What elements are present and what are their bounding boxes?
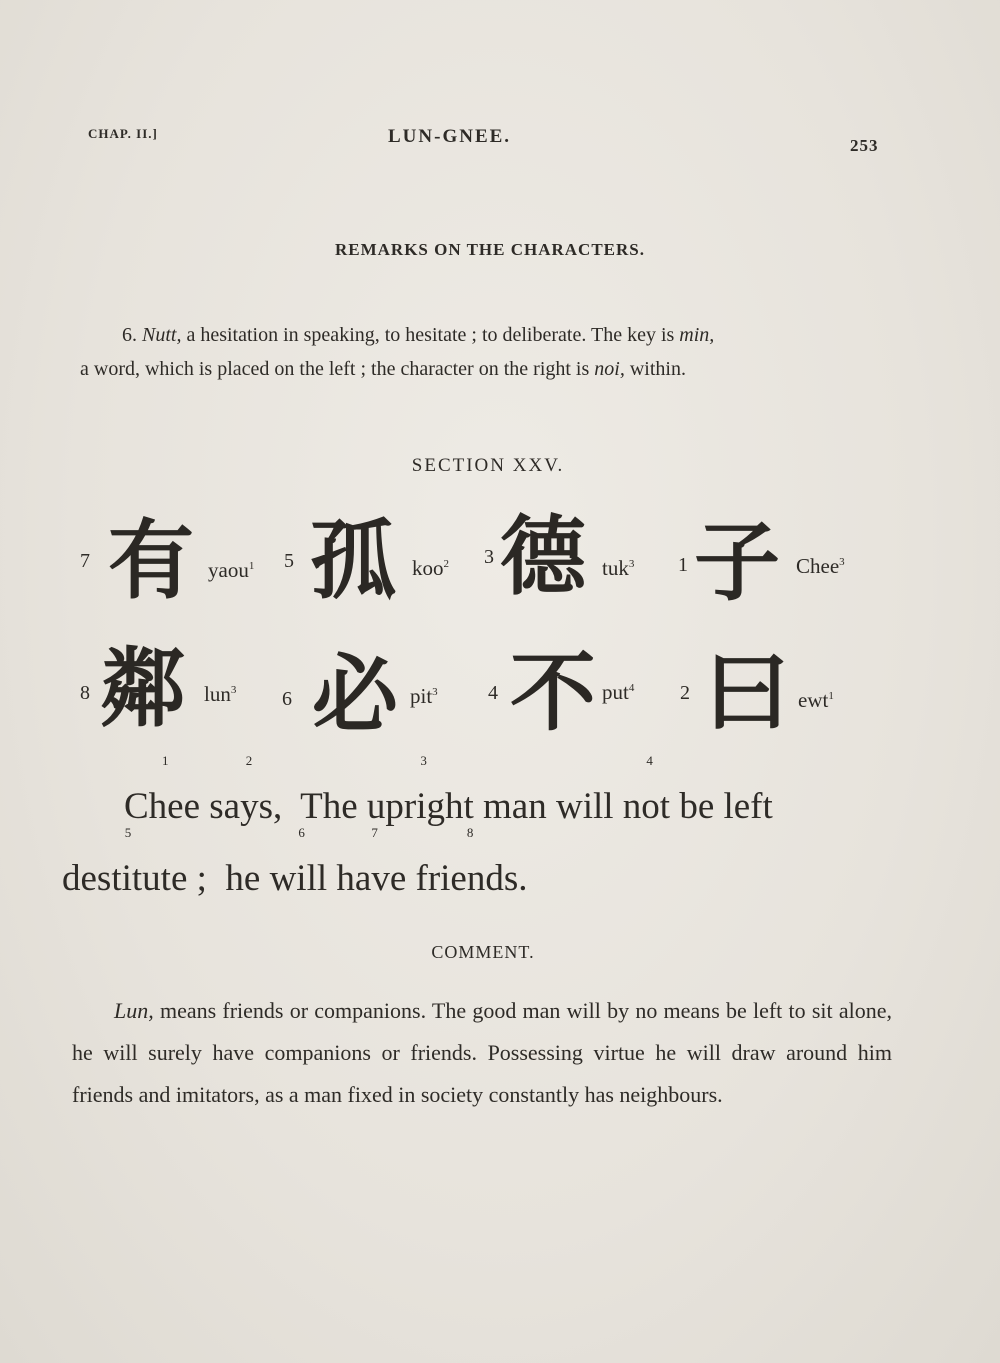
char-cell-1 xyxy=(678,510,878,620)
trans-word: destitute 5 xyxy=(62,825,188,899)
comment-body: means friends or companions. The good man will by no means be left to sit alone, he will surely have companions or friends. Possessing virtue he will draw around him friends and imitators, as a man fixed in society constantly has neighbours. xyxy=(72,998,892,1107)
section-heading: SECTION XXV. xyxy=(411,455,565,476)
romanization: pit$^3$ xyxy=(410,684,438,708)
remark-number: 6. xyxy=(122,324,137,346)
remark-right-word: noi, xyxy=(594,358,625,380)
chapter-label: CHAP. II.] xyxy=(88,126,158,141)
char-cell-2 xyxy=(680,642,880,752)
chinese-character: 不 xyxy=(510,643,596,743)
tone-mark: 3 xyxy=(230,684,237,696)
tone-mark: 3 xyxy=(839,556,845,568)
chinese-character: 有 xyxy=(108,511,194,611)
romanization: Chee$^3$ xyxy=(796,554,845,578)
remark-text-2: a word, which is placed on the left ; the character on the right is xyxy=(80,358,595,380)
trans-word: Chee 1 xyxy=(124,753,201,827)
char-cell-8 xyxy=(80,640,280,750)
chinese-character: 必 xyxy=(312,645,398,745)
remarks-heading: REMARKS ON THE CHARACTERS. xyxy=(334,240,645,259)
chinese-character: 子 xyxy=(694,513,780,613)
romanization: tuk$^3$ xyxy=(602,556,635,580)
chinese-character: 德 xyxy=(500,507,586,607)
char-cell-3 xyxy=(484,508,684,618)
romanization: put$^4$ xyxy=(602,680,635,704)
char-number: 4 xyxy=(488,682,498,704)
chinese-character: 鄰 xyxy=(100,639,186,739)
char-number: 7 xyxy=(80,550,90,572)
char-cell-6 xyxy=(282,644,482,754)
trans-word: have 7 xyxy=(336,825,407,899)
tone-mark: 3 xyxy=(628,558,635,570)
remark-paragraph xyxy=(80,318,880,386)
tone-mark: 3 xyxy=(432,686,438,698)
char-number: 5 xyxy=(284,550,294,572)
remark-key-word: min, xyxy=(679,324,715,346)
char-number: 3 xyxy=(484,546,494,568)
comment-text xyxy=(72,990,892,1116)
comment-paragraph xyxy=(72,990,892,1116)
chinese-character: 孤 xyxy=(310,511,396,611)
trans-word: says, 2 xyxy=(209,753,283,827)
char-number: 6 xyxy=(282,688,292,710)
romanization: ewt$^1$ xyxy=(798,688,834,712)
char-cell-4 xyxy=(488,640,688,750)
translation-line-1: Chee 1 says, 2 The upright 3 man will not 4 be left xyxy=(124,772,773,842)
trans-word: will 6 xyxy=(269,825,328,899)
char-number: 8 xyxy=(80,682,90,704)
tone-mark: 1 xyxy=(828,690,834,702)
remark-term: Nutt, xyxy=(142,324,182,346)
tone-mark: 4 xyxy=(628,682,635,694)
remark-line-1 xyxy=(80,318,880,352)
trans-word: friends 8 xyxy=(415,825,519,899)
trans-word: not 4 xyxy=(622,753,671,827)
tone-mark: 1 xyxy=(248,560,255,572)
romanization: koo$^2$ xyxy=(412,556,449,580)
page-number: 253 xyxy=(850,136,879,155)
trans-word: upright 3 xyxy=(366,753,474,827)
char-number: 1 xyxy=(678,554,688,576)
remark-line-2 xyxy=(80,352,880,386)
running-title: LUN-GNEE. xyxy=(388,126,512,147)
char-cell-7 xyxy=(80,510,280,620)
comment-term: Lun, xyxy=(114,998,154,1023)
romanization: lun$^3$ xyxy=(204,682,237,706)
tone-mark: 2 xyxy=(443,558,449,570)
chinese-character: 曰 xyxy=(704,643,790,743)
char-cell-5 xyxy=(284,510,484,620)
comment-heading: COMMENT. xyxy=(431,942,535,962)
translation-line-2: destitute 5 ; he will 6 have 7 friends 8 . xyxy=(62,844,528,914)
remark-text-1: a hesitation in speaking, to hesitate ; to deliberate. The key is xyxy=(181,324,680,346)
romanization: yaou$^1$ xyxy=(208,558,255,582)
char-number: 2 xyxy=(680,682,690,704)
remark-text-3: within. xyxy=(624,358,686,380)
